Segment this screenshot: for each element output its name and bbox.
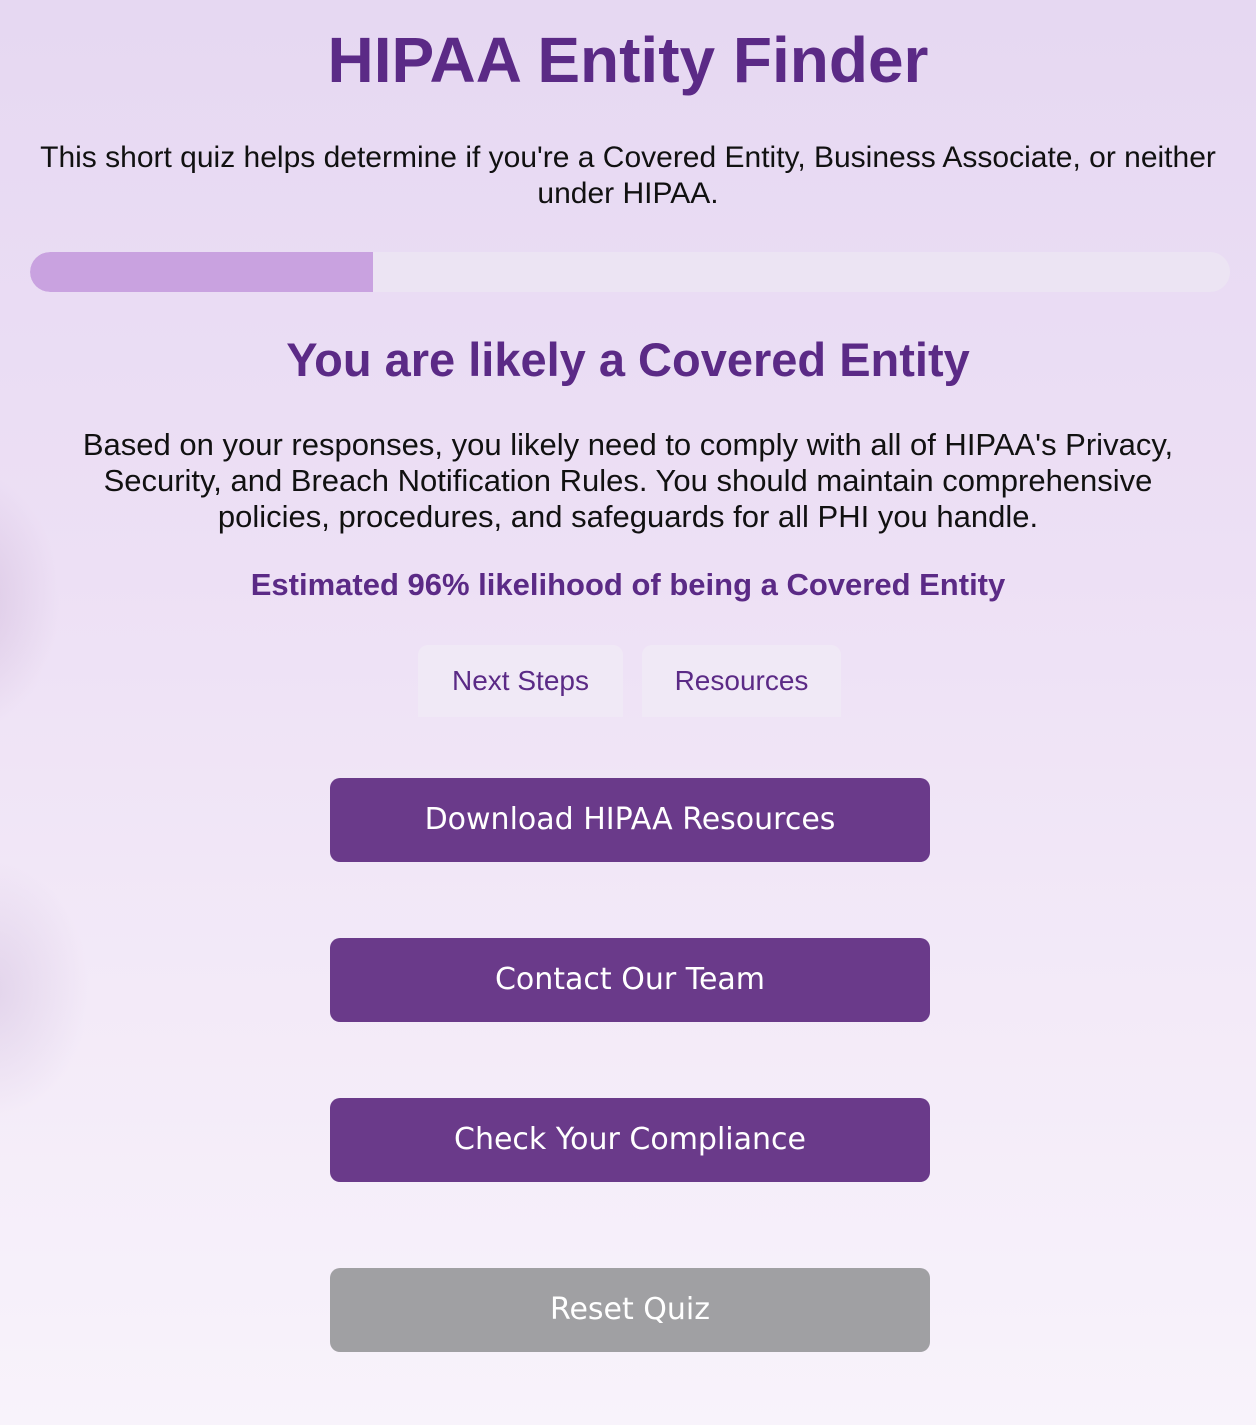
tab-next-steps[interactable]: Next Steps bbox=[418, 645, 623, 717]
check-compliance-button[interactable]: Check Your Compliance bbox=[330, 1098, 930, 1182]
reset-quiz-button[interactable]: Reset Quiz bbox=[330, 1268, 930, 1352]
intro-text: This short quiz helps determine if you're a Covered Entity, Business Associate, or neither under HIPAA. bbox=[40, 141, 1216, 210]
likelihood-estimate: Estimated 96% likelihood of being a Covered Entity bbox=[250, 567, 1006, 602]
contact-team-button[interactable]: Contact Our Team bbox=[330, 938, 930, 1022]
progress-bar-fill bbox=[30, 252, 373, 292]
result-tabs bbox=[418, 645, 841, 717]
progress-bar bbox=[30, 252, 1230, 292]
download-resources-button[interactable]: Download HIPAA Resources bbox=[330, 778, 930, 862]
background-blur bbox=[0, 860, 90, 1120]
tab-resources[interactable]: Resources bbox=[642, 645, 841, 717]
result-description: Based on your responses, you likely need to comply with all of HIPAA's Privacy, Security, and Breach Notification Rules. You should maintain comprehensive policies, procedures, and safeguards for all PHI you handle. bbox=[82, 427, 1174, 534]
page-title: HIPAA Entity Finder bbox=[327, 24, 929, 96]
result-title: You are likely a Covered Entity bbox=[286, 333, 970, 386]
